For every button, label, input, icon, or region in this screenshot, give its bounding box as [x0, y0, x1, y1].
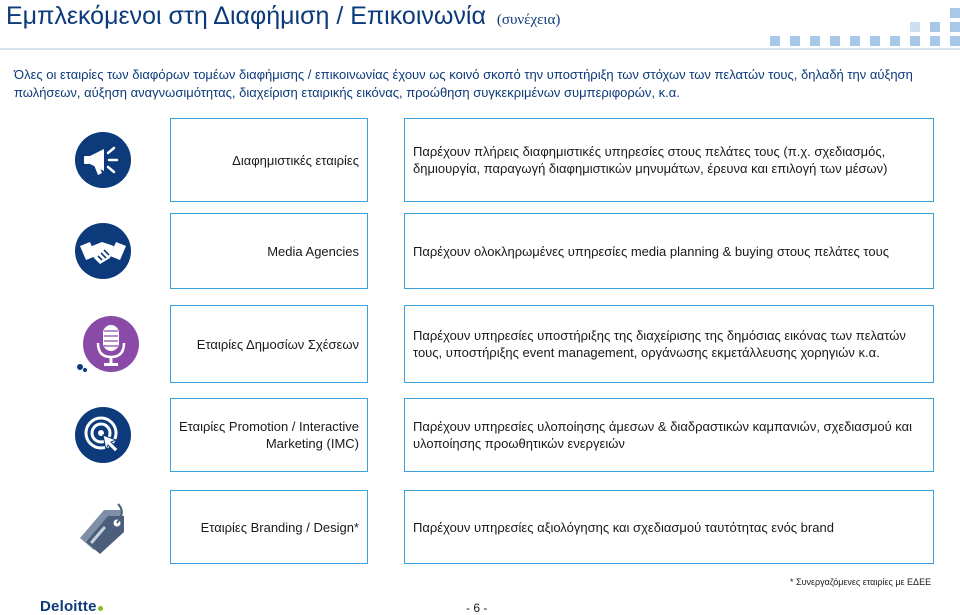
row-branding-design [0, 490, 960, 564]
deloitte-logo [40, 598, 103, 615]
row-description-text: Παρέχουν υπηρεσίες αξιολόγησης και σχεδιασμού ταυτότητας ενός brand [413, 519, 834, 535]
row-public-relations [0, 305, 960, 383]
decor-square [950, 36, 960, 46]
decor-square [910, 22, 920, 32]
row-label-text: Εταιρίες Branding / Design* [200, 519, 359, 535]
handshake-icon [74, 222, 132, 280]
row-label-text: Διαφημιστικές εταιρίες [232, 152, 359, 168]
row-advertising-agencies [0, 118, 960, 202]
row-description-text: Παρέχουν υπηρεσίες υποστήριξης της διαχείρισης της δημόσιας εικόνας των πελατών τους, υποστήριξης event management, οργάνωσης εκμετάλλευσης χορηγιών κ.α. [413, 328, 906, 360]
row-description [404, 213, 934, 289]
decor-square [790, 36, 800, 46]
megaphone-icon [74, 131, 132, 189]
row-media-agencies [0, 213, 960, 289]
logo-dot [98, 606, 103, 611]
decor-square [850, 36, 860, 46]
row-label-text: Εταιρίες Promotion / Interactive Marketing (IMC) [178, 419, 359, 451]
row-promotion-imc [0, 398, 960, 472]
row-label [170, 118, 368, 202]
row-label [170, 490, 368, 564]
decor-square [930, 36, 940, 46]
intro-text: Όλες οι εταιρίες των διαφόρων τομέων διαφήμισης / επικοινωνίας έχουν ως κοινό σκοπό την υποστήριξη των στόχων των πελατών τους, δηλαδή την αύξηση πωλήσεων, αύξηση αναγνωσιμότητας, διαχείριση εταιρικής εικόνας, προώθηση συγκεκριμένων συμπεριφορών, κ.α. [14, 67, 913, 100]
row-label [170, 213, 368, 289]
page-subtitle: (συνέχεια) [496, 12, 561, 28]
logo-text: Deloitte [40, 598, 97, 615]
row-label [170, 398, 368, 472]
decor-square [930, 22, 940, 32]
page-title [6, 2, 560, 31]
decor-square [890, 36, 900, 46]
decor-square [830, 36, 840, 46]
decor-square [910, 36, 920, 46]
price-tag-icon [74, 498, 132, 556]
row-label-text: Εταιρίες Δημοσίων Σχέσεων [196, 336, 359, 352]
footnote: * Συνεργαζόμενες εταιρίες με ΕΔΕΕ [790, 577, 932, 587]
row-label [170, 305, 368, 383]
microphone-icon [74, 315, 132, 373]
row-description-text: Παρέχουν πλήρεις διαφημιστικές υπηρεσίες στους πελάτες τους (π.χ. σχεδιασμός, δημιουργία, παραγωγή διαφημιστικών μηνυμάτων, έρευνα και επιλογή των μέσων) [413, 144, 888, 176]
title-divider [0, 48, 960, 50]
row-description [404, 118, 934, 202]
decor-square [770, 36, 780, 46]
title-bar [0, 0, 960, 40]
decor-square [870, 36, 880, 46]
row-label-text: Media Agencies [267, 243, 359, 259]
target-cursor-icon [74, 406, 132, 464]
row-description-text: Παρέχουν ολοκληρωμένες υπηρεσίες media planning & buying στους πελάτες τους [413, 243, 889, 259]
row-description [404, 490, 934, 564]
row-description [404, 305, 934, 383]
row-description [404, 398, 934, 472]
decor-square [810, 36, 820, 46]
row-description-text: Παρέχουν υπηρεσίες υλοποίησης άμεσων & διαδραστικών καμπανιών, σχεδιασμού και υλοποίησης προωθητικών ενεργειών [413, 419, 913, 451]
decor-square [950, 22, 960, 32]
decor-square [950, 8, 960, 18]
page-title-text: Εμπλεκόμενοι στη Διαφήμιση / Επικοινωνία [6, 2, 486, 30]
page-number: - 6 - [466, 601, 488, 615]
